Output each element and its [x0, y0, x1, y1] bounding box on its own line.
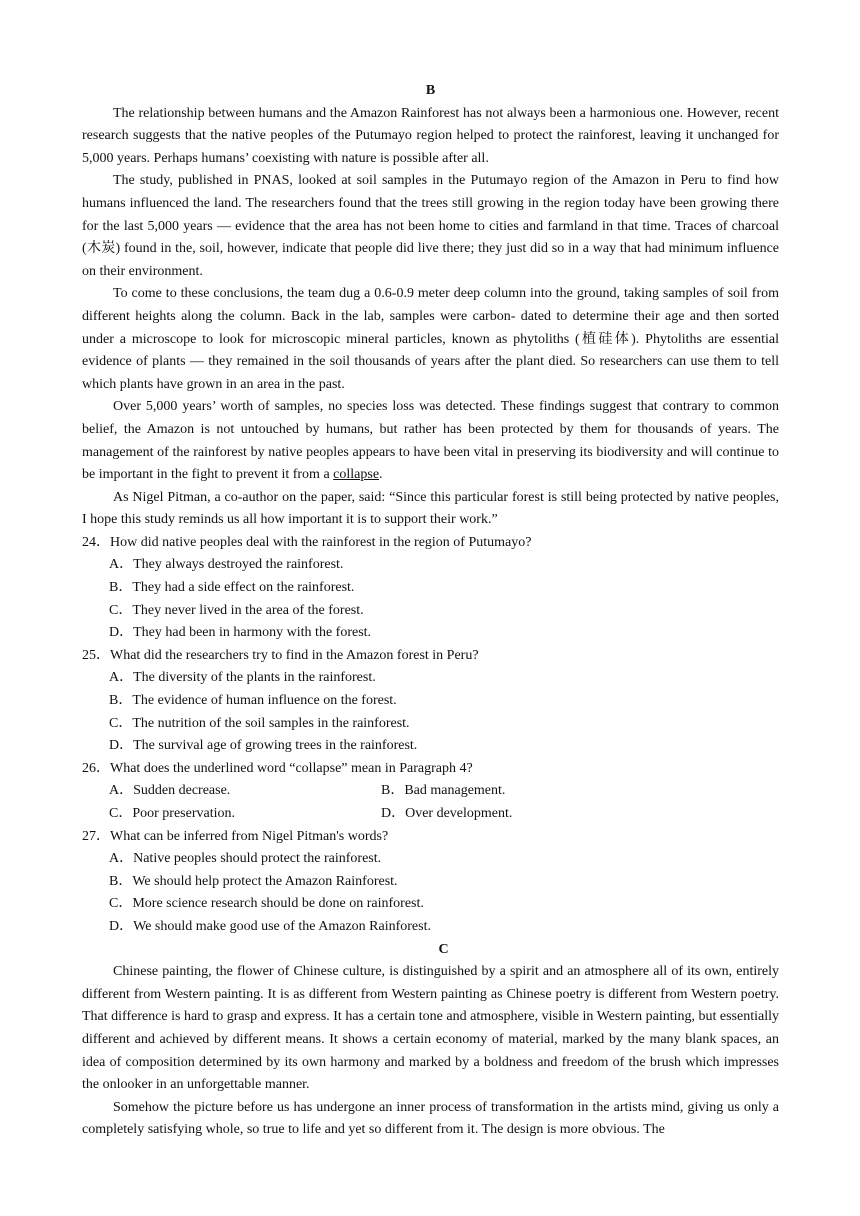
question-24-option-a: A．They always destroyed the rainforest.	[109, 557, 344, 573]
question-27-option-d: D．We should make good use of the Amazon Rainforest.	[109, 918, 431, 934]
question-25-stem: 25．What did the researchers try to find in the Amazon forest in Peru?	[82, 647, 479, 663]
question-25-option-b: B．The evidence of human influence on the forest.	[109, 693, 397, 709]
question-24-option-d: D．They had been in harmony with the forest.	[109, 625, 372, 641]
underlined-word-collapse: collapse	[333, 467, 380, 483]
question-27-stem: 27．What can be inferred from Nigel Pitman's words?	[82, 828, 389, 844]
section-b-paragraph-5: As Nigel Pitman, a co-author on the paper, said: “Since this particular forest is still being protected by native peoples, I hope this study reminds us all how important it is to support their work.”	[82, 489, 779, 528]
question-26-option-b: B．Bad management.	[381, 783, 506, 799]
question-25-option-c: C．The nutrition of the soil samples in the rainforest.	[109, 715, 410, 731]
paragraph-4-text: Over 5,000 years’ worth of samples, no species loss was detected. These findings suggest that contrary to common belief, the Amazon is not untouched by humans, but rather has been protected by them for thousands of years. The management of the rainforest by native peoples appears to have been vital in preserving its biodiversity and will continue to be important in the fight to prevent it from a	[82, 399, 779, 483]
question-24-option-c: C．They never lived in the area of the forest.	[109, 602, 364, 618]
question-26-options-row-1	[82, 780, 779, 803]
question-24-option-b: B．They had a side effect on the rainforest.	[109, 580, 355, 596]
section-b-paragraph-2: The study, published in PNAS, looked at soil samples in the Putumayo region of the Amazon in Peru to find how humans influenced the land. The researchers found that the trees still growing in the region today have been growing there for the last 5,000 years — evidence that the area has not been home to cities and farmland in that time. Traces of charcoal (木炭) found in the, soil, however, indicate that people did live there; they just did so in a way that had minimum influence on their environment.	[82, 173, 779, 279]
question-26-options-row-2	[82, 803, 779, 826]
section-c-title: C	[438, 941, 449, 957]
section-b-paragraph-3: To come to these conclusions, the team dug a 0.6-0.9 meter deep column into the ground, taking samples of soil from different heights along the column. Back in the lab, samples were carbon- dated to determine their age and then sorted under a microscope to look for microscopic mineral particles, known as phytoliths (植硅体). Phytoliths are essential evidence of plants — they remained in the soil thousands of years after the plant died. So researchers can use them to tell which plants have grown in an area in the past.	[82, 286, 779, 392]
question-27-option-b: B．We should help protect the Amazon Rainforest.	[109, 873, 398, 889]
section-b-paragraph-1: The relationship between humans and the Amazon Rainforest has not always been a harmonious one. However, recent research suggests that the native peoples of the Putumayo region helped to protect the rainforest, leaving it unchanged for 5,000 years. Perhaps humans’ coexisting with nature is possible after all.	[82, 105, 779, 166]
question-26-option-a: A．Sudden decrease.	[109, 783, 231, 799]
question-25-option-a: A．The diversity of the plants in the rainforest.	[109, 670, 376, 686]
question-24-stem: 24．How did native peoples deal with the rainforest in the region of Putumayo?	[82, 534, 532, 550]
section-b-title: B	[425, 83, 436, 98]
section-c-paragraph-2: Somehow the picture before us has undergone an inner process of transformation in the artists mind, giving us only a completely satisfying whole, so true to life and yet so different from it. The design is more obvious. The	[82, 1099, 779, 1138]
section-b-paragraph-4	[82, 396, 779, 486]
question-26-option-d: D．Over development.	[381, 806, 513, 821]
question-26-option-c: C．Poor preservation.	[109, 806, 235, 821]
question-27-option-a: A．Native peoples should protect the rainforest.	[109, 851, 382, 867]
document-page	[82, 80, 779, 1142]
section-c-paragraph-1: Chinese painting, the flower of Chinese culture, is distinguished by a spirit and an atmosphere all of its own, entirely different from Western painting. It is as different from Western painting as Chinese poetry is different from Western poetry. That difference is hard to grasp and express. It has a certain tone and atmosphere, visible in Western painting, but essentially different and achieved by different means. It shows a certain economy of material, marked by the many blank spaces, an idea of composition determined by its own harmony and marked by a boldness and freedom of the brush which impresses the onlooker in an unforgettable manner.	[82, 964, 779, 1093]
question-25-option-d: D．The survival age of growing trees in the rainforest.	[109, 738, 418, 754]
question-26-stem: 26．What does the underlined word “collapse” mean in Paragraph 4?	[82, 760, 473, 776]
paragraph-4-end: .	[379, 467, 383, 483]
question-27-option-c: C．More science research should be done on rainforest.	[109, 896, 424, 912]
